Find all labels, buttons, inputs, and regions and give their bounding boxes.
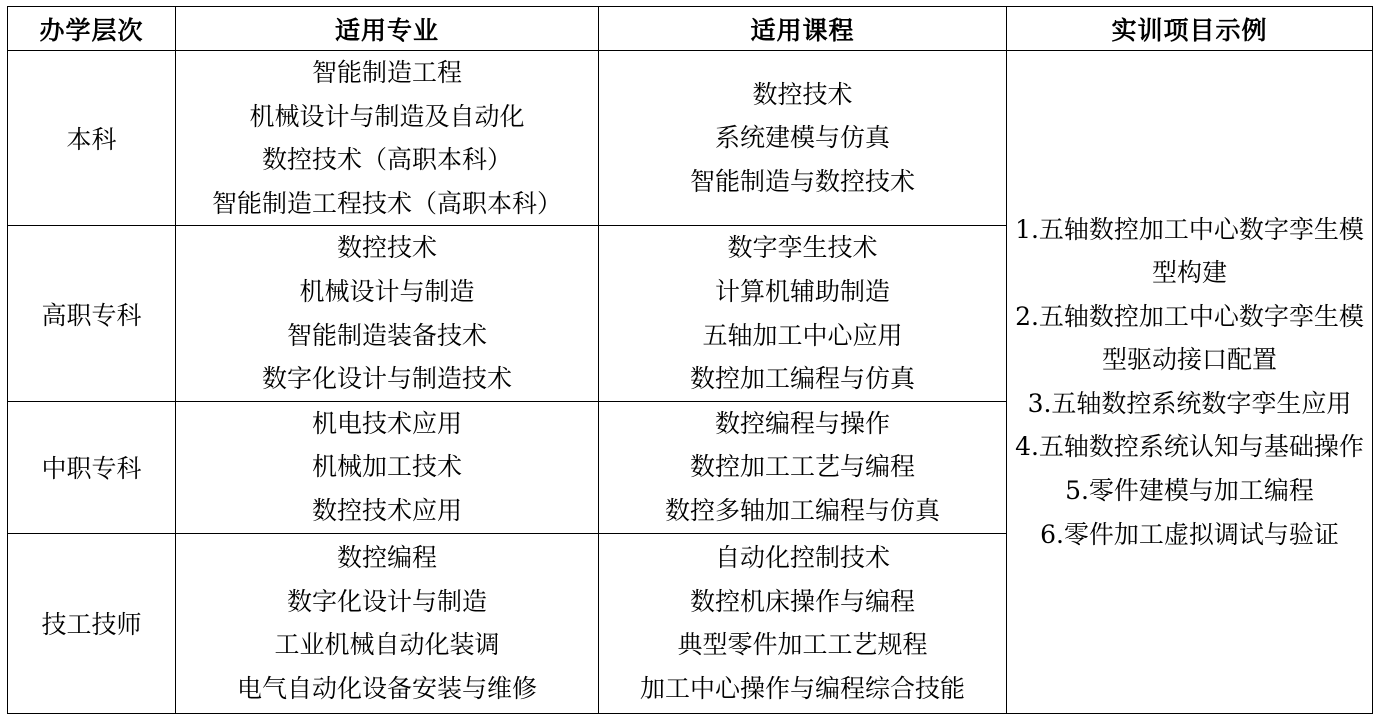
major-item: 工业机械自动化装调: [274, 630, 500, 660]
major-item: 数字化设计与制造: [286, 586, 487, 616]
header-row: [8, 7, 1373, 51]
level-cell: 技工技师: [8, 533, 176, 713]
course-item: 数控加工工艺与编程: [689, 452, 915, 482]
majors-cell: [176, 401, 599, 533]
course-item: 系统建模与仿真: [714, 123, 890, 153]
example-item: 2.五轴数控加工中心数字孪生模型驱动接口配置: [1015, 301, 1364, 375]
course-item: 数控加工编程与仿真: [689, 364, 915, 394]
major-item: 机械设计与制造: [299, 276, 475, 306]
course-item: 自动化控制技术: [714, 543, 890, 573]
major-item: 智能制造工程技术（高职本科）: [211, 188, 562, 218]
major-item: 智能制造工程: [311, 58, 462, 87]
level-cell: 中职专科: [8, 401, 176, 533]
major-item: 数控技术（高职本科）: [261, 145, 512, 175]
course-item: 五轴加工中心应用: [702, 320, 903, 350]
course-item: 数控机床操作与编程: [689, 586, 915, 616]
header-level: 办学层次: [8, 7, 176, 51]
course-item: 数字孪生技术: [727, 233, 878, 263]
majors-cell: [176, 226, 599, 401]
major-item: 数控技术应用: [311, 496, 462, 526]
courses-cell: [599, 401, 1007, 533]
example-item: 5.零件建模与加工编程: [1065, 476, 1314, 506]
major-item: 智能制造装备技术: [286, 320, 487, 350]
course-item: 数控技术: [752, 79, 853, 109]
major-item: 数字化设计与制造技术: [261, 364, 512, 394]
major-item: 数控技术: [336, 233, 437, 263]
course-item: 典型零件加工工艺规程: [677, 630, 928, 660]
courses-cell: [599, 533, 1007, 713]
training-table: [7, 6, 1373, 714]
examples-cell: [1007, 51, 1373, 714]
course-item: 加工中心操作与编程综合技能: [639, 673, 965, 703]
level-cell: 本科: [8, 51, 176, 226]
courses-cell: [599, 226, 1007, 401]
courses-cell: [599, 51, 1007, 226]
major-item: 数控编程: [336, 543, 437, 573]
major-item: 机电技术应用: [311, 408, 462, 438]
header-examples: 实训项目示例: [1007, 7, 1373, 51]
header-courses: 适用课程: [599, 7, 1007, 51]
header-majors: 适用专业: [176, 7, 599, 51]
major-item: 机械设计与制造及自动化: [249, 101, 525, 131]
course-item: 数控多轴加工编程与仿真: [664, 496, 940, 526]
example-item: 1.五轴数控加工中心数字孪生模型构建: [1015, 214, 1364, 288]
example-item: 3.五轴数控系统数字孪生应用: [1027, 388, 1352, 418]
example-item: 4.五轴数控系统认知与基础操作: [1015, 432, 1364, 462]
level-cell: 高职专科: [8, 226, 176, 401]
course-item: 数控编程与操作: [714, 408, 890, 438]
course-item: 智能制造与数控技术: [689, 166, 915, 196]
table-row: [8, 51, 1373, 226]
majors-cell: [176, 51, 599, 226]
majors-cell: [176, 533, 599, 713]
major-item: 机械加工技术: [311, 452, 462, 482]
major-item: 电气自动化设备安装与维修: [236, 673, 537, 703]
course-item: 计算机辅助制造: [714, 276, 890, 306]
example-item: 6.零件加工虚拟调试与验证: [1040, 519, 1339, 549]
